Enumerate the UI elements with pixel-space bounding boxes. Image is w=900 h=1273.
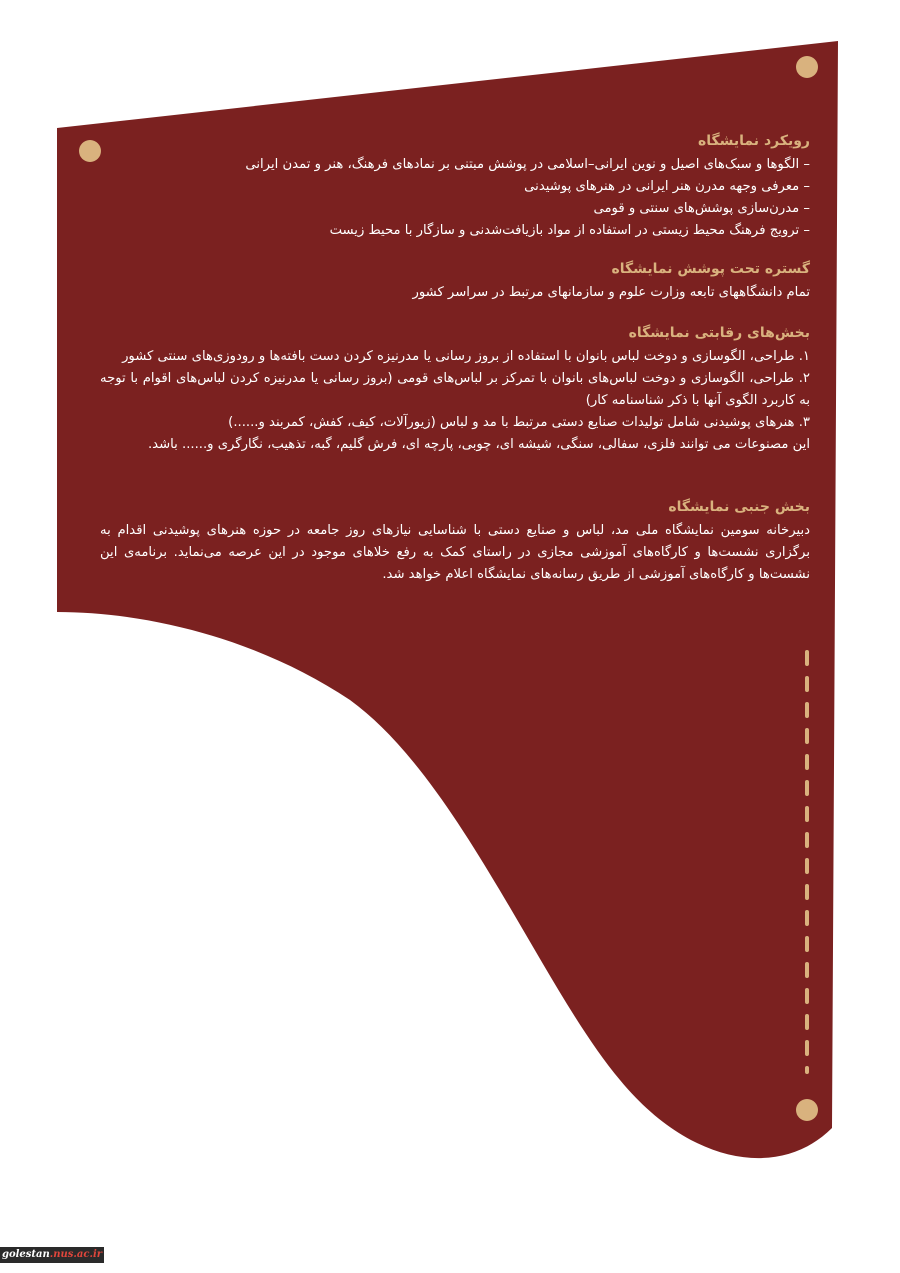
side-title: بخش جنبی نمایشگاه [668, 499, 810, 515]
competitive-item-4: این مصنوعات می توانند فلزی، سفالی، سنگی، شیشه ای، چوبی، پارچه ای، فرش گلیم، گبه، تذهیب، نگارگری و...... باشد. [147, 437, 810, 452]
site-watermark [0, 1247, 104, 1263]
competitive-item-3: ۳. هنرهای پوشیدنی شامل تولیدات صنایع دستی مرتبط با مد و لباس (زیورآلات، کیف، کفش، کمربند و......) [228, 415, 810, 430]
approach-item: – معرفی وجهه مدرن هنر ایرانی در هنرهای پوشیدنی [524, 179, 810, 194]
approach-item: – مدرن‌سازی پوشش‌های سنتی و قومی [593, 201, 810, 216]
top-right-dot [796, 56, 818, 78]
bottom-right-dot [796, 1099, 818, 1121]
side-section [100, 496, 810, 586]
competitive-item-1: ۱. طراحی، الگوسازی و دوخت لباس بانوان با استفاده از بروز رسانی یا مدرنیزه کردن دست بافته‌ها و رودوزی‌های سنتی کشور [122, 349, 810, 364]
coverage-text: تمام دانشگاههای تابعه وزارت علوم و سازمانهای مرتبط در سراسر کشور [412, 285, 810, 300]
top-left-dot [79, 140, 101, 162]
watermark-domain: .nus.ac.ir [49, 1249, 103, 1260]
watermark-name: golestan [1, 1249, 50, 1260]
content-area [100, 130, 810, 586]
approach-item: – ترویج فرهنگ محیط زیستی در استفاده از مواد بازیافت‌شدنی و سازگار با محیط زیست [329, 223, 810, 238]
side-text: دبیرخانه سومین نمایشگاه ملی مد، لباس و صنایع دستی با شناسایی نیازهای روز جامعه در حوزه هنرهای پوشیدنی اقدام به برگزاری نشست‌ها و کارگاه‌های آموزشی مجازی در راستای کمک به رفع خلاهای موجود در این عرصه می‌نماید. برنامه‌ی این نشست‌ها و کارگاه‌های آموزشی از طریق رسانه‌های نمایشگاه اعلام خواهد شد. [100, 523, 810, 582]
competitive-title: بخش‌های رقابتی نمایشگاه [628, 325, 810, 341]
competitive-item-2: ۲. طراحی، الگوسازی و دوخت لباس‌های بانوان با تمرکز بر لباس‌های قومی (بروز رسانی یا مدرنیزه کردن لباس‌های اقوام با توجه به کاربرد الگوی آنها با ذکر شناسنامه کار) [100, 371, 810, 408]
approach-item: – الگوها و سبک‌های اصیل و نوین ایرانی–اسلامی در پوشش مبتنی بر نمادهای فرهنگ، هنر و تمدن ایرانی [245, 157, 810, 172]
coverage-section [100, 258, 810, 304]
approach-title: رویکرد نمایشگاه [698, 133, 810, 149]
competitive-section [100, 322, 810, 456]
coverage-title: گستره تحت پوشش نمایشگاه [611, 261, 810, 277]
approach-section [100, 130, 810, 242]
